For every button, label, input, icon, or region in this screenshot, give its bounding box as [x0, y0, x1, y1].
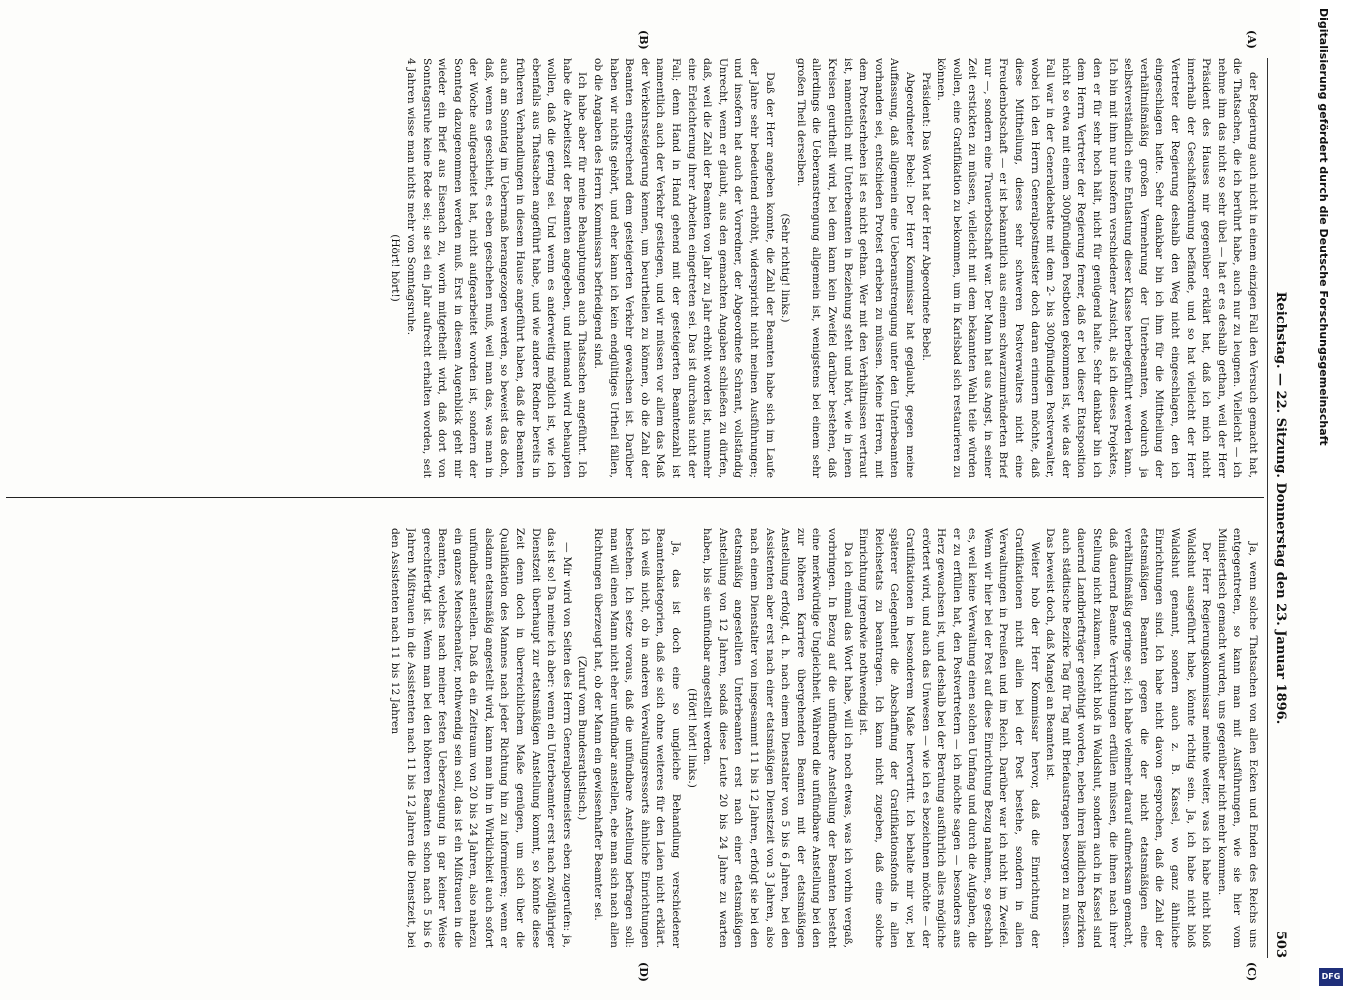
digitization-sidebar: [1300, 0, 1353, 1000]
interjection: (Hört! hört!): [389, 234, 402, 302]
paragraph: Der Herr Regierungskommissar meinte weiter, was ich habe nicht bloß Waldshut ausgeführt habe, könnte richtig sein. Ja, ich habe nicht bloß Waldshut genannt, sondern auch z. B. Kassel, wo ganz ähnliche Einrichtungen sind. Ich habe nicht davon gesprochen, daß die Zahl der etatsmäßigen Beamten gegen die der nicht etatsmäßigen eine verhältnißmäßig geringe sei; ich habe vielmehr darauf aufmerksam gemacht, daß dauernd Beamte Verrichtungen erfüllen müssen, die ihnen nach ihrer Stellung nicht zukamen. Nicht bloß in Waldshut, sondern auch in Kassel sind dauernd Landbriefträger genöthigt worden, neben ihren ländlichen Bezirken auch städtische Bezirke Tag für Tag mit Briefaustragen besorgen zu müssen. Das beweist doch, daß Mangel an Beamten ist.: [1044, 528, 1213, 948]
interjection: (Hört! hört! links.): [685, 688, 698, 788]
interjection: (Zuruf vom Bundesrathstisch.): [576, 655, 589, 821]
paragraph: Ja, wenn solche Thatsachen von allen Ecken und Enden des Reichs uns entgegentreten, so kann man mit Ausführungen, wie sie hier vom Ministertisch gemacht wurden, uns gegenüber nicht mehr kommen.: [1215, 528, 1259, 948]
margin-mark-d: (D): [637, 962, 650, 982]
column-divider: [6, 497, 1264, 498]
header-rule: [1267, 58, 1268, 958]
paragraph: — Mir wird von Seiten des Herrn Generalpostmeisters eben zugerufen: ja, das ist so! Da meine ich aber: wenn ein Unterbeamter erst nach zwölfjähriger Dienstzeit überhaupt zur etatsmäßigen Anstellung kommt, so könnte diese Zeit denn doch in überreichlichem Maße genügen, um sich über die Qualifikation des Mannes nach jeder Richtung hin zu informieren; wenn er alsdann etatsmäßig angestellt wird, kann man ihn in Wirklichkeit auch sofort unfündbar anstellen. Daß da ein Zeitraum von 20 bis 24 Jahren, also nahezu ein ganzes Menschenalter, nothwendig sein soll, das ist ein Mißtrauen in die Beamten, welches nach meiner festen Ueberzeugung in gar keiner Weise gerechtfertigt ist. Wenn man bei den höheren Beamten schon nach 5 bis 6 Jahren Mißtrauen in die Assistenten nach 11 bis 12 Jahren die Dienstzeit, bei den Assistenten nach 11 bis 12 Jahren: [389, 528, 573, 948]
paragraph: Präsident: Das Wort hat der Herr Abgeordnete Bebel.: [919, 72, 932, 362]
right-column: [10, 528, 1260, 948]
margin-mark-a: (A): [1245, 30, 1258, 49]
paragraph: Da ich einmal das Wort habe, will ich noch etwas, was ich vorhin vergaß, vorbringen. In Bezug auf die unfündbare Anstellung der Beamten besteht eine merkwürdige Ungleichheit. Während die unfündbare Anstellung bei den zur höheren Karriere übergehenden Beamten mit der etatsmäßigen Anstellung erfolgt, d. h. nach einem Dienstalter von 5 bis 6 Jahren, bei den Assistenten aber erst nach einer etatsmäßigen Dienstzeit von 3 Jahren, also nach einem Dienstalter von insgesammt 11 bis 12 Jahren, erfolgt sie bei den etatsmäßig angestellten Unterbeamten erst nach einer etatsmäßigen Anstellung von 12 Jahren, sodaß diese Leute 20 bis 24 Jahre zu warten haben, bis sie unfündbar angestellt werden.: [701, 528, 854, 948]
margin-mark-b: (B): [637, 30, 650, 50]
header-title: Reichstag. — 22. Sitzung. Donnerstag den 23. Januar 1896.: [1273, 291, 1288, 725]
page-number: 503: [1273, 930, 1288, 958]
paragraph: Abgeordneter Bebel: Der Herr Kommissar hat geglaubt, gegen meine Auffassung, daß allgemein eine Ueberanstrengung unter den Unterbeamten vorhanden sei, entschieden Protest erheben zu müssen. Meine Herren, mit dem Protesterheben ist es nicht gethan. Wer mit den Verhältnissen vertraut ist, namentlich mit Unterbeamten in Beziehung steht und hört, wie in jenen Kreisen geurtheilt wird, bei dem kann kein Zweifel darüber bestehen, daß allerdings die Ueberanstrengung allgemein ist, wenigstens bei einem sehr großen Theil derselben.: [794, 58, 916, 478]
paragraph: Weiter hob der Herr Kommissar hervor, daß die Einrichtung der Gratifikationen nicht allein bei der Post bestehe, sondern in allen Verwaltungen in Preußen und im Reich. Darüber war ich nicht im Zweifel. Wenn wir hier bei der Post auf diese Einrichtung Bezug nahmen, so geschah es, weil keine Verwaltung einen solchen Umfang und durch die Aufgaben, die er zu erfüllen hat, den Postvertretern — ich möchte sagen — besonders ans Herz gewachsen ist, und deshalb bei der Beratung ausführlich alles mögliche erörtert wird, und auch das Unwesen — wie ich es bezeichnen möchte — der Gratifikationen in besonderem Maße hervortritt. Ich behalte mir vor, bei späterer Gelegenheit die Abschaffung der Gratifikationsfonds in allen Reichsetats zu beantragen. Ich kann nicht zugeben, daß eine solche Einrichtung irgendwie nothwendig ist.: [857, 528, 1041, 948]
left-column: [10, 58, 1260, 478]
dfg-logo: DFG: [1319, 968, 1343, 986]
margin-mark-c: (C): [1245, 962, 1258, 982]
paragraph: der Regierung auch nicht in einem einzigen Fall den Versuch gemacht hat, die Thatsachen, die ich berührt habe, auch nur zu leugnen. Vielleicht — ich nehme ihm das nicht so sehr übel — hat er es deshalb gethan, weil der Herr Präsident des Hauses mir gegenüber erklärt hat, daß ich mich nicht innerhalb der Geschäftsordnung befände, und so hat vielleicht der Herr Vertreter der Regierung deshalb den Weg nicht eingeschlagen, den ich eingeschlagen hatte. Sehr dankbar bin ich ihm für die Mittheilung der verhältnißmäßig großen Vermehrung der Unterbeamten, wodurch ja selbstverständlich eine Entlastung dieser Klasse herbeigeführt werden kann. Ich bin mit ihm nur insofern verschiedener Ansicht, als ich dieses Projektes, den er für sehr hoch hält, nicht für genügend halte. Sehr dankbar bin ich dem Herrn Vertreter der Regierung ferner, daß er bei dieser Etatsposition nicht so etwa mit einem 300pfündigen Postboten gekommen ist, wie das der Fall war in der Generaldebatte mit dem 2- bis 300pfündigen Postverwalter, wobei ich den Herrn Generalpostmeister doch daran erinnern möchte, daß diese Mittheilung, dieses sehr schweren Postverwalters nicht eine Freudenbotschaft — er ist bekanntlich aus einem schwarzumränderten Brief nur —, sondern eine Trauerbotschaft war. Der Mann hat aus Angst, in seiner Zeit erstickten zu müssen, vielleicht mit dem bekannten Wahl teile würden wollen, eine Gratifikation zu bekommen, um in Karlsbad sich restaurieren zu können.: [935, 58, 1259, 478]
interjection: (Sehr richtig! links.): [779, 213, 792, 323]
paragraph: Ja, das ist doch eine so ungleiche Behandlung verschiedener Beamtenkategorien, daß sie sich ohne weiteres für den Laien nicht erklärt. Ich weiß nicht, ob in anderen Verwaltungsressorts ähnliche Einrichtungen bestehen. Ich setze voraus, daß die unfündbare Anstellung befragen soll: man will einen Mann nicht eher unfündbar anstellen, ehe man sich nach allen Richtungen überzeugt hat, ob der Mann ein gewissenhafter Beamter sei.: [592, 528, 683, 948]
page-header: [1268, 58, 1290, 958]
paragraph: Ich habe aber für meine Behauptungen auch Thatsachen angeführt. Ich habe die Arbeitszeit der Beamten angegeben, und niemand wird behaupten wollen, daß die gering sei. Und wenn es anderweitig möglich ist, wie ich ebenfalls aus Thatsachen angeführt habe, und wie andere Redner bereits in früheren Verhandlungen in diesem Hause angeführt haben, daß die Beamten auch am Sonntag im Uebermaß herangezogen werden, so beweist das doch, daß, wenn es geschieht, es eben geschehen muß, weil man das, was man in der Woche aufgearbeitet hat, nicht aufgearbeitet worden ist, sondern der Sonntag dazugenommen werden muß. Erst in diesem Augenblick geht mir wieder ein Brief aus Eisenach zu, worin mitgetheilt wird, daß dort von Sonntagsruhe keine Rede sei; sie sei ein Jahr aufrecht erhalten worden, seit 4 Jahren wisse man nichts mehr von Sonntagsruhe.: [404, 58, 589, 478]
paragraph: Daß der Herr angeben konnte, die Zahl der Beamten habe sich im Laufe der Jahre sehr bedeutend erhöht, widerspricht nicht meinen Ausführungen; und insofern hat auch der Vorredner, der Abgeordnete Schrant, vollständig Unrecht, wenn er glaubt, aus den gemachten Angaben schließen zu dürfen, daß, weil die Zahl der Beamten von Jahr zu Jahr erhöht worden ist, nunmehr eine Erleichterung ihrer Arbeiten eingetreten sei. Das ist durchaus nicht der Fall; denn Hand in Hand gehend mit der gesteigerten Beamtenzahl ist namentlich auch der Verkehr gestiegen, und wir müssen vor allem das Maß der Verkehrssteigerung kennen, um beurtheilen zu können, ob die Zahl der Beamten entsprechend dem gesteigerten Verkehr gewachsen ist. Darüber haben wir nichts gehört, und eher kann ich kein endgültiges Urtheil fällen, ob die Angaben des Herrn Kommissars befriedigend sind.: [592, 58, 776, 478]
digitization-note: Digitalisierung gefördert durch die Deutsche Forschungsgemeinschaft: [1317, 8, 1330, 446]
